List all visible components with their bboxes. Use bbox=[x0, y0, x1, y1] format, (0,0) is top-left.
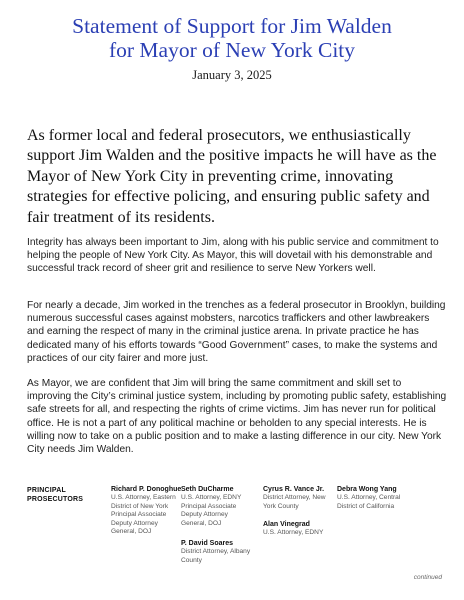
body-paragraph-2: For nearly a decade, Jim worked in the trenches as a federal prosecutor in Brooklyn, building numerous successful cases against mobsters, narcotics traffickers and other lawbreakers and earning the respect of many in the criminal justice arena. In private practice he has dedicated many of his efforts towards “Good Government” cases, to make the systems and practices of our city fairer and more just. bbox=[27, 300, 446, 364]
statement-date: January 3, 2025 bbox=[192, 68, 272, 82]
page-title bbox=[20, 14, 444, 62]
signatories-section bbox=[27, 485, 447, 565]
body-paragraph-1: Integrity has always been important to Jim, along with his public service and commitment to helping the people of New York City. As Mayor, this will dovetail with his demonstrable and successful track record of sheer grit and resilience to serve New Yorkers well. bbox=[27, 237, 439, 275]
signatory-name: Seth DuCharme bbox=[181, 486, 234, 493]
signatory-role: U.S. Attorney, Eastern District of New York Principal Associate Deputy Attorney General, DOJ bbox=[111, 494, 176, 536]
signatory-ducharme bbox=[181, 485, 253, 528]
signatory-role: U.S. Attorney, EDNY bbox=[263, 529, 324, 536]
signatory-role: District Attorney, New York County bbox=[263, 494, 326, 510]
signatory-name: Debra Wong Yang bbox=[337, 486, 397, 493]
signatory-role: U.S. Attorney, Central District of California bbox=[337, 494, 401, 510]
signatory-name: Alan Vinegrad bbox=[263, 521, 310, 528]
signatory-name: Richard P. Donoghue bbox=[111, 486, 182, 493]
signatory-role: District Attorney, Albany County bbox=[181, 548, 251, 564]
signatory-donoghue bbox=[111, 485, 183, 537]
signatory-role: U.S. Attorney, EDNY Principal Associate Deputy Attorney General, DOJ bbox=[181, 494, 242, 527]
signatory-name: P. David Soares bbox=[181, 540, 234, 547]
signatory-yang bbox=[337, 485, 417, 511]
signatories-heading bbox=[27, 486, 105, 504]
signatories-heading-line-2: PROSECUTORS bbox=[27, 496, 84, 503]
body-paragraph-3: As Mayor, we are confident that Jim will bring the same commitment and skill set to improving the City’s criminal justice system, including by promoting public safety, establishing safe streets for all, and respecting the rights of crime victims. Jim has never run for political office. He is not a part of any political machine or beholden to any special interests. He is willing now to take on a public position and to make a lasting difference in our city. New York City needs Jim Walden. bbox=[27, 378, 447, 456]
signatory-soares bbox=[181, 539, 253, 565]
signatories-heading-line-1: PRINCIPAL bbox=[27, 487, 67, 494]
lead-statement: As former local and federal prosecutors, we enthusiastically support Jim Walden and the positive impacts he will have as the Mayor of New York City in preventing crime, innovating strategies for effective policing, and ensuring public safety and fair treatment of its residents. bbox=[27, 127, 437, 226]
title-line-2: for Mayor of New York City bbox=[108, 38, 356, 62]
signatory-name: Cyrus R. Vance Jr. bbox=[263, 486, 325, 493]
signatory-vinegrad bbox=[263, 520, 335, 538]
continued-label: continued bbox=[413, 574, 442, 581]
title-line-1: Statement of Support for Jim Walden bbox=[72, 14, 392, 38]
signatory-vance bbox=[263, 485, 335, 511]
